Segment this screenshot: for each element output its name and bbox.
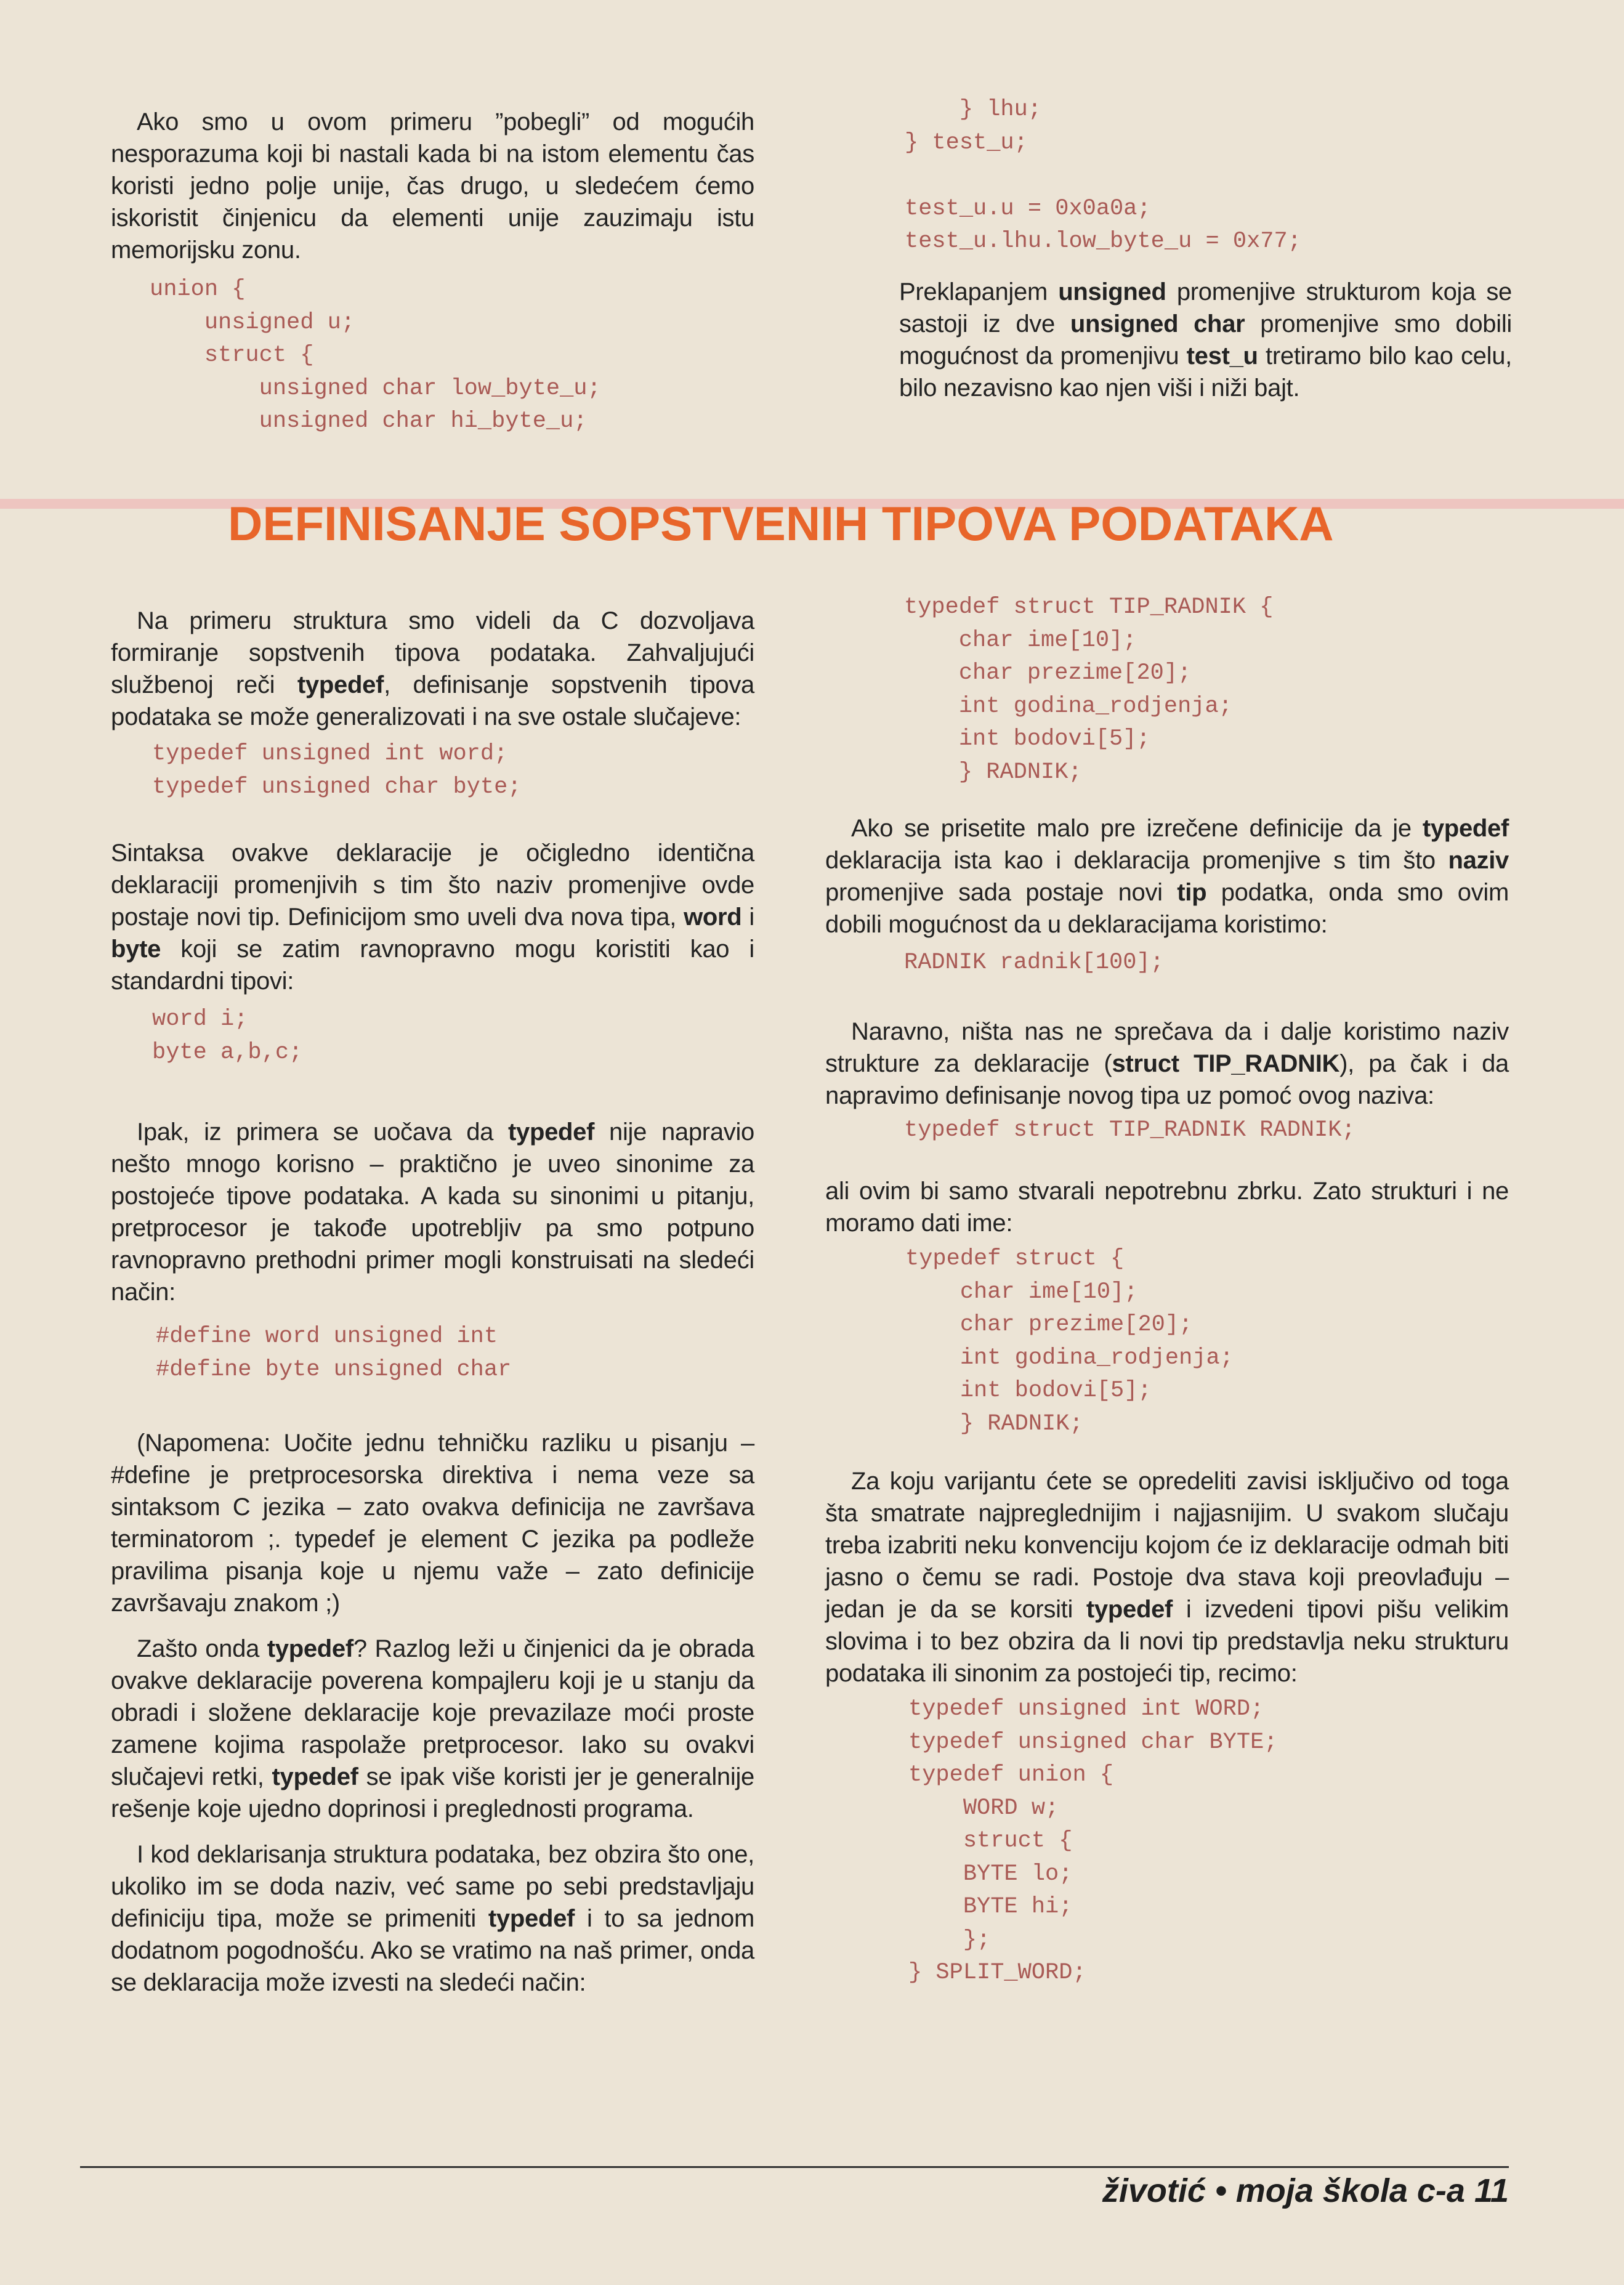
radnik-array-code: RADNIK radnik[100]; [904, 950, 1164, 976]
why-typedef-paragraph: Zašto onda typedef? Razlog leži u činjenici da je obrada ovakve deklaracije poverena kompajleru koji je u stanju da obradi i složene deklaracije koje prevazilaze moći proste zamene kojima raspolaže pretprocesor. Iako su ovakvi slučajevi retki, typedef se ipak više koristi jer je generalnije rešenje koje ujedno doprinosi i preglednosti programa. [111, 1635, 754, 1822]
note-paragraph: (Napomena: Uočite jednu tehničku razliku u pisanju – #define je pretprocesorska direktiva i nema veze sa sintaksom C jezika – zato ovakva definicija ne završava terminatorom ;. typedef je element C jezika pa podleže pravilima pisanja koje u njemu važe – zato definicije završavaju znakom ;) [111, 1430, 754, 1617]
typedef-word-code: typedef unsigned int word; typedef unsigned char byte; [152, 741, 522, 800]
typedef-intro-paragraph: Na primeru struktura smo videli da C dozvoljava formiranje sopstvenih tipova podataka. Zahvaljujući službenoj reči typedef, definisanje sopstvenih tipova podataka se može generalizovati i na sve ostale slučajeve: [111, 607, 755, 730]
naming-paragraph: Naravno, ništa nas ne sprečava da i dalje koristimo naziv strukture za deklaracije (struct TIP_RADNIK), pa čak i da napravimo definisanje novog tipa uz pomoć ovog naziva: [825, 1017, 1509, 1109]
syntax-paragraph: Sintaksa ovakve deklaracije je očigledno identična deklaraciji promenjivih s tim što naziv promenjive ovde postaje novi tip. Definicijom smo uveli dva nova tipa, word i byte koji se zatim ravnopravno mogu koristiti kao i standardni tipovi: [111, 839, 754, 995]
struct-typedef-paragraph: I kod deklarisanja struktura podataka, bez obzira što one, ukoliko im se doda naziv, već same po sebi predstavljaju definiciju tipa, može se primeniti typedef i to sa jednom dodatnom pogodnošću. Ako se vratimo na naš primer, onda se deklaracija može izvesti na sledeći način: [111, 1841, 754, 1996]
convention-paragraph: Za koju varijantu ćete se opredeliti zavisi isključivo od toga šta smatrate najpreglednijim i najjasnijim. U svakom slučaju treba izabriti neku konvenciju kojom će iz deklaracije odmah biti jasno o čemu se radi. Postoje dva stava koji preovlađuju – jedan je da se korsiti typedef i izvedeni tipovi pišu velikim slovima i to bez obzira da li novi tip predstavlja neku strukturu podataka ili sinonim za postojeći tip, recimo: [825, 1468, 1509, 1687]
define-code: #define word unsigned int #define byte unsigned char [156, 1324, 512, 1383]
top-left-column [111, 106, 754, 439]
page-footer: životić • moja škola c-a 11 [1102, 2172, 1509, 2209]
left-column [111, 605, 754, 1999]
confusion-paragraph: ali ovim bi samo stvarali nepotrebnu zbrku. Zato strukturi i ne moramo dati ime: [825, 1178, 1509, 1237]
union-code-continuation: } lhu; } test_u; test_u.u = 0x0a0a; test_u.lhu.low_byte_u = 0x77; [905, 97, 1301, 254]
right-column [825, 591, 1509, 1990]
union-code-block: union { unsigned u; struct { unsigned char low_byte_u; unsigned char hi_byte_u; [150, 277, 601, 434]
typedef-struct-radnik-code: typedef struct TIP_RADNIK RADNIK; [904, 1117, 1355, 1143]
overlap-paragraph: Preklapanjem unsigned promenjive strukturom koja se sastoji iz dve unsigned char promenjive smo dobili mogućnost da promenjivu test_u tretiramo bilo kao celu, bilo nezavisno kao njen viši i niži bajt. [899, 278, 1512, 402]
tip-radnik-code: typedef struct TIP_RADNIK { char ime[10]; char prezime[20]; int godina_rodjenja; int bodovi[5]; } RADNIK; [904, 594, 1274, 785]
split-word-code: typedef unsigned int WORD; typedef unsigned char BYTE; typedef union { WORD w; struct { BYTE lo; BYTE hi; }; } SPLIT_WORD; [908, 1696, 1278, 1986]
top-right-column [899, 94, 1512, 404]
anonymous-struct-code: typedef struct { char ime[10]; char prezime[20]; int godina_rodjenja; int bodovi[5]; } RADNIK; [905, 1246, 1234, 1437]
synonym-paragraph: Ipak, iz primera se uočava da typedef nije napravio nešto mnogo korisno – praktično je uveo sinonime za postojeće tipove podataka. A kada su sinonimi u pitanju, pretprocesor je takođe upotrebljiv pa smo potpuno ravnopravno prethodni primer mogli konstruisati na sledeći način: [111, 1118, 754, 1306]
section-headline: DEFINISANJE SOPSTVENIH TIPOVA PODATAKA [228, 496, 1334, 551]
footer-rule [80, 2166, 1509, 2168]
intro-paragraph: Ako smo u ovom primeru ”pobegli” od mogućih nesporazuma koji bi nastali kada bi na istom elementu čas koristi jedno polje unije, čas drugo, u sledećem ćemo iskoristit činjenicu da elementi unije zauzimaju istu memorijsku zonu. [111, 108, 754, 264]
word-byte-usage-code: word i; byte a,b,c; [152, 1006, 303, 1066]
recall-paragraph: Ako se prisetite malo pre izrečene definicije da je typedef deklaracija ista kao i deklaracija promenjive s tim što naziv promenjive sada postaje novi tip podatka, onda smo ovim dobili mogućnost da u deklaracijama koristimo: [825, 815, 1509, 938]
